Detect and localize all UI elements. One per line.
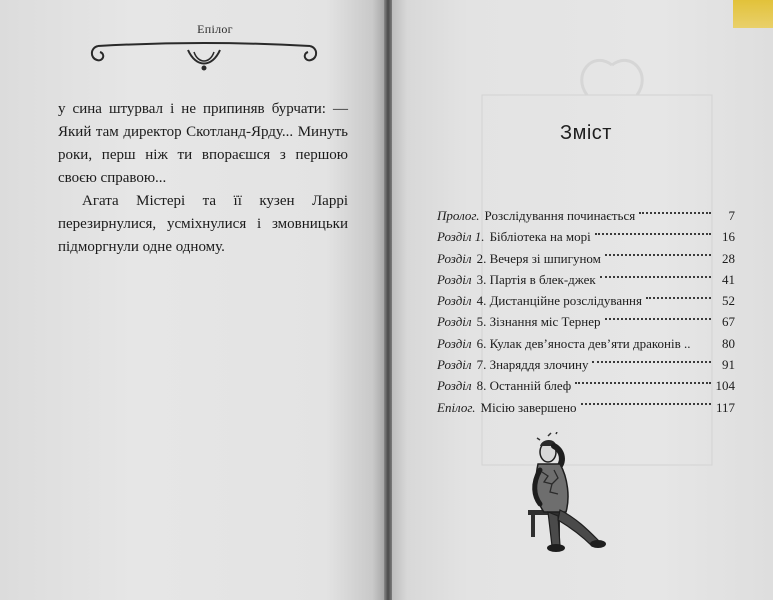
toc-page-number: 104 [715,378,735,394]
toc-label: Розділ [437,271,472,287]
toc-title-text: Бібліотека на морі [489,229,591,245]
cover-edge [733,0,773,28]
toc-label: Розділ [437,250,472,266]
paragraph: у сина штурвал і не припиняв бурчати: — Який там директор Скотланд-Ярду... Минуть роки, перш ніж ти впораєшся з першою своєю справою... [58,101,348,186]
book-gutter [384,0,392,600]
seated-man-on-bench-illustration [526,432,608,554]
toc-label: Епілог. [437,399,476,415]
toc-leader-dots [581,403,711,405]
toc-page-number: 117 [715,399,735,415]
toc-leader-dots [592,361,711,363]
toc-title-text: 3. Партія в блек-джек [476,271,596,287]
toc-entry[interactable] [437,226,735,247]
toc-title: Зміст [560,122,612,144]
toc-title-text: 4. Дистанційне розслідування [476,293,642,309]
toc-entry[interactable] [437,269,735,290]
toc-label: Розділ [437,293,472,309]
toc-leader-dots [605,254,711,256]
toc-leader-dots [595,233,711,235]
toc-page-number: 52 [722,293,735,309]
toc-page-number: 7 [728,208,735,223]
toc-entry[interactable] [437,248,735,269]
table-of-contents [437,205,735,418]
toc-entry[interactable] [437,205,735,226]
toc-label: Розділ [437,335,472,351]
toc-page-number: 28 [722,250,735,266]
paragraph: Агата Містері та її кузен Ларрі перезирнулися, усміхнулися і змовницьки підморгнули одне одному. [58,193,348,255]
left-page [0,0,384,600]
toc-title-text: 5. Зізнання міс Тернер [476,314,601,330]
toc-page-number: 91 [722,357,735,373]
toc-page-number: 80 [722,335,735,351]
toc-leader-dots [600,276,711,278]
toc-leader-dots [575,382,711,384]
toc-title-text: 7. Знаряддя злочину [476,357,589,373]
toc-leader-dots [639,212,711,214]
toc-label: Розділ 1. [437,229,485,245]
toc-label: Розділ [437,378,472,394]
toc-page-number: 16 [722,229,735,245]
toc-page-number: 41 [722,271,735,287]
toc-title-text: Розслідування починається [484,208,636,223]
toc-title-text: 8. Останній блеф [476,378,572,394]
toc-label: Розділ [437,357,472,373]
toc-entry[interactable] [437,290,735,311]
toc-title-text: 2. Вечеря зі шпигуном [476,250,601,266]
chapter-header: Епілог [197,22,233,36]
toc-entry[interactable] [437,375,735,396]
toc-leader-dots [605,318,712,320]
toc-entry[interactable] [437,397,735,418]
toc-label: Розділ [437,314,472,330]
toc-title-text: Місію завершено [480,399,577,415]
toc-leader-dots [646,297,711,299]
toc-entry[interactable] [437,311,735,332]
toc-page-number: 67 [722,314,735,330]
toc-entry[interactable] [437,333,735,354]
toc-entry[interactable] [437,354,735,375]
toc-label: Пролог. [437,208,480,223]
header-ornament [88,42,320,76]
body-text [58,98,348,259]
toc-title-text: 6. Кулак дев’яноста дев’яти драконів .. [476,335,691,351]
